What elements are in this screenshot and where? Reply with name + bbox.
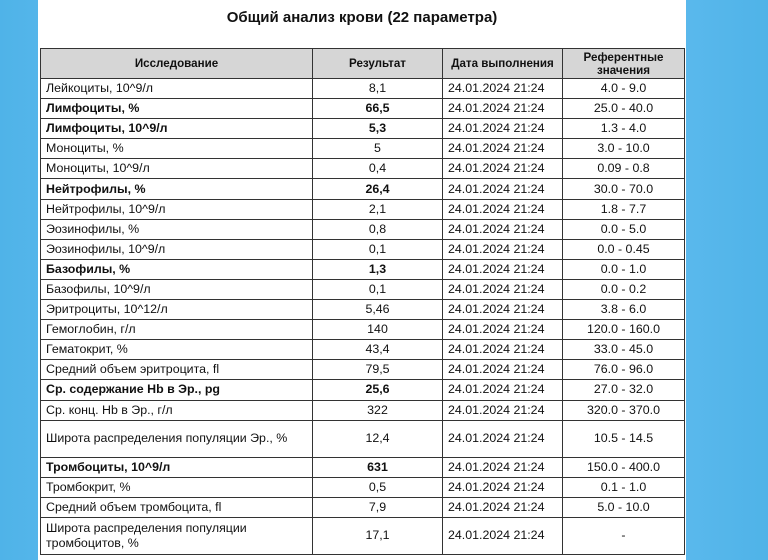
test-ref: 120.0 - 160.0 bbox=[563, 320, 685, 340]
table-row bbox=[41, 239, 685, 259]
table-row bbox=[41, 139, 685, 159]
test-ref: 3.0 - 10.0 bbox=[563, 139, 685, 159]
test-ref: 0.1 - 1.0 bbox=[563, 477, 685, 497]
test-value: 5,46 bbox=[313, 300, 443, 320]
test-value: 7,9 bbox=[313, 497, 443, 517]
test-date: 24.01.2024 21:24 bbox=[443, 400, 563, 420]
test-date: 24.01.2024 21:24 bbox=[443, 259, 563, 279]
table-row bbox=[41, 300, 685, 320]
test-value: 0,1 bbox=[313, 239, 443, 259]
test-name: Базофилы, % bbox=[41, 259, 313, 279]
test-name: Лимфоциты, 10^9/л bbox=[41, 119, 313, 139]
test-date: 24.01.2024 21:24 bbox=[443, 300, 563, 320]
test-ref: 0.0 - 5.0 bbox=[563, 219, 685, 239]
test-date: 24.01.2024 21:24 bbox=[443, 199, 563, 219]
report-sheet bbox=[38, 0, 686, 560]
test-name: Тромбоциты, 10^9/л bbox=[41, 457, 313, 477]
test-value: 631 bbox=[313, 457, 443, 477]
test-value: 12,4 bbox=[313, 420, 443, 457]
table-row bbox=[41, 360, 685, 380]
test-name: Ср. конц. Hb в Эр., г/л bbox=[41, 400, 313, 420]
test-ref: 320.0 - 370.0 bbox=[563, 400, 685, 420]
test-name: Широта распределения популяции тромбоцитов, % bbox=[41, 517, 313, 554]
test-date: 24.01.2024 21:24 bbox=[443, 119, 563, 139]
test-date: 24.01.2024 21:24 bbox=[443, 497, 563, 517]
test-ref: - bbox=[563, 517, 685, 554]
test-date: 24.01.2024 21:24 bbox=[443, 477, 563, 497]
test-name: Средний объем эритроцита, fl bbox=[41, 360, 313, 380]
test-value: 140 bbox=[313, 320, 443, 340]
table-row bbox=[41, 279, 685, 299]
test-name: Базофилы, 10^9/л bbox=[41, 279, 313, 299]
test-date: 24.01.2024 21:24 bbox=[443, 380, 563, 400]
results-table bbox=[40, 48, 685, 555]
test-name: Средний объем тромбоцита, fl bbox=[41, 497, 313, 517]
test-value: 26,4 bbox=[313, 179, 443, 199]
test-ref: 76.0 - 96.0 bbox=[563, 360, 685, 380]
test-ref: 10.5 - 14.5 bbox=[563, 420, 685, 457]
col-header-result: Результат bbox=[313, 49, 443, 79]
test-ref: 0.0 - 0.45 bbox=[563, 239, 685, 259]
test-name: Эозинофилы, % bbox=[41, 219, 313, 239]
test-name: Лимфоциты, % bbox=[41, 99, 313, 119]
test-ref: 30.0 - 70.0 bbox=[563, 179, 685, 199]
test-name: Ср. содержание Hb в Эр., pg bbox=[41, 380, 313, 400]
test-ref: 150.0 - 400.0 bbox=[563, 457, 685, 477]
table-row bbox=[41, 99, 685, 119]
test-ref: 27.0 - 32.0 bbox=[563, 380, 685, 400]
table-row bbox=[41, 159, 685, 179]
test-name: Лейкоциты, 10^9/л bbox=[41, 79, 313, 99]
test-value: 8,1 bbox=[313, 79, 443, 99]
test-value: 2,1 bbox=[313, 199, 443, 219]
table-row bbox=[41, 320, 685, 340]
test-value: 322 bbox=[313, 400, 443, 420]
table-header-row bbox=[41, 49, 685, 79]
table-row bbox=[41, 219, 685, 239]
test-name: Эозинофилы, 10^9/л bbox=[41, 239, 313, 259]
test-value: 79,5 bbox=[313, 360, 443, 380]
test-date: 24.01.2024 21:24 bbox=[443, 239, 563, 259]
test-name: Широта распределения популяции Эр., % bbox=[41, 420, 313, 457]
table-row bbox=[41, 477, 685, 497]
table-row bbox=[41, 119, 685, 139]
test-value: 0,8 bbox=[313, 219, 443, 239]
test-ref: 4.0 - 9.0 bbox=[563, 79, 685, 99]
table-row bbox=[41, 400, 685, 420]
test-name: Эритроциты, 10^12/л bbox=[41, 300, 313, 320]
test-date: 24.01.2024 21:24 bbox=[443, 159, 563, 179]
test-date: 24.01.2024 21:24 bbox=[443, 457, 563, 477]
test-date: 24.01.2024 21:24 bbox=[443, 99, 563, 119]
test-ref: 0.0 - 1.0 bbox=[563, 259, 685, 279]
test-value: 25,6 bbox=[313, 380, 443, 400]
test-date: 24.01.2024 21:24 bbox=[443, 139, 563, 159]
test-ref: 0.0 - 0.2 bbox=[563, 279, 685, 299]
test-value: 0,1 bbox=[313, 279, 443, 299]
test-ref: 0.09 - 0.8 bbox=[563, 159, 685, 179]
test-name: Нейтрофилы, 10^9/л bbox=[41, 199, 313, 219]
col-header-ref: Референтные значения bbox=[563, 49, 685, 79]
test-date: 24.01.2024 21:24 bbox=[443, 517, 563, 554]
col-header-date: Дата выполнения bbox=[443, 49, 563, 79]
table-row bbox=[41, 179, 685, 199]
table-row bbox=[41, 497, 685, 517]
test-name: Гемоглобин, г/л bbox=[41, 320, 313, 340]
test-date: 24.01.2024 21:24 bbox=[443, 219, 563, 239]
test-value: 0,4 bbox=[313, 159, 443, 179]
table-row bbox=[41, 380, 685, 400]
table-row bbox=[41, 259, 685, 279]
test-ref: 25.0 - 40.0 bbox=[563, 99, 685, 119]
test-name: Моноциты, % bbox=[41, 139, 313, 159]
test-value: 5,3 bbox=[313, 119, 443, 139]
test-ref: 3.8 - 6.0 bbox=[563, 300, 685, 320]
test-date: 24.01.2024 21:24 bbox=[443, 360, 563, 380]
test-date: 24.01.2024 21:24 bbox=[443, 340, 563, 360]
test-value: 66,5 bbox=[313, 99, 443, 119]
col-header-test: Исследование bbox=[41, 49, 313, 79]
table-row bbox=[41, 517, 685, 554]
test-date: 24.01.2024 21:24 bbox=[443, 320, 563, 340]
test-value: 17,1 bbox=[313, 517, 443, 554]
test-value: 43,4 bbox=[313, 340, 443, 360]
test-date: 24.01.2024 21:24 bbox=[443, 420, 563, 457]
table-row bbox=[41, 79, 685, 99]
test-ref: 33.0 - 45.0 bbox=[563, 340, 685, 360]
table-row bbox=[41, 457, 685, 477]
test-ref: 5.0 - 10.0 bbox=[563, 497, 685, 517]
test-ref: 1.3 - 4.0 bbox=[563, 119, 685, 139]
table-row bbox=[41, 199, 685, 219]
test-name: Нейтрофилы, % bbox=[41, 179, 313, 199]
test-name: Тромбокрит, % bbox=[41, 477, 313, 497]
report-title: Общий анализ крови (22 параметра) bbox=[226, 9, 498, 26]
test-name: Моноциты, 10^9/л bbox=[41, 159, 313, 179]
test-name: Гематокрит, % bbox=[41, 340, 313, 360]
test-ref: 1.8 - 7.7 bbox=[563, 199, 685, 219]
test-value: 5 bbox=[313, 139, 443, 159]
test-date: 24.01.2024 21:24 bbox=[443, 279, 563, 299]
table-row bbox=[41, 420, 685, 457]
test-date: 24.01.2024 21:24 bbox=[443, 179, 563, 199]
test-value: 0,5 bbox=[313, 477, 443, 497]
table-row bbox=[41, 340, 685, 360]
test-value: 1,3 bbox=[313, 259, 443, 279]
test-date: 24.01.2024 21:24 bbox=[443, 79, 563, 99]
